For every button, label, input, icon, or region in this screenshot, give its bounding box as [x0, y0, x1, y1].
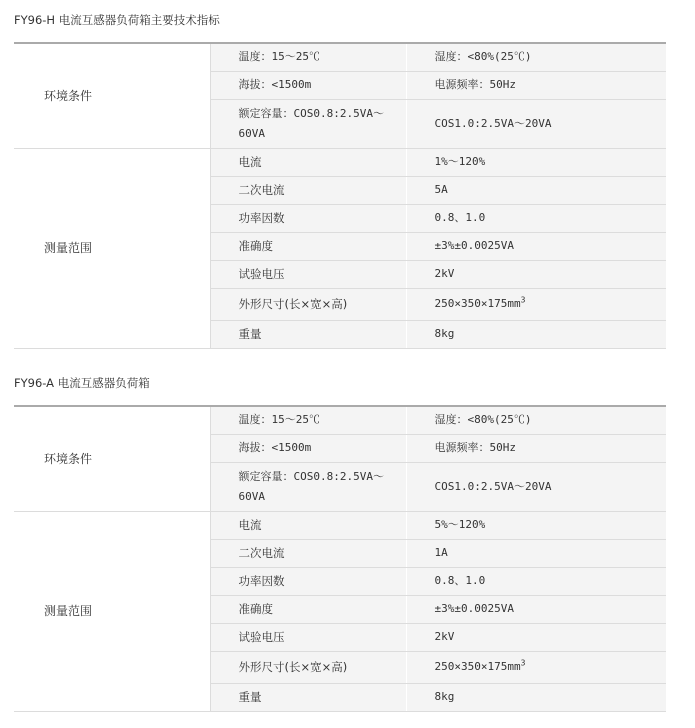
spec-table-fy96-h: [14, 42, 666, 349]
dimensions-number: 250×350×175mm: [434, 660, 521, 673]
group-label-measure: 测量范围: [14, 148, 210, 348]
group-label-env: 环境条件: [14, 406, 210, 511]
humidity-cell: 湿度：<80%(25℃): [406, 406, 666, 434]
capacity-value-cell: COS1.0:2.5VA～20VA: [406, 462, 666, 511]
group-label-measure: 测量范围: [14, 511, 210, 711]
power-factor-label: 功率因数: [210, 204, 406, 232]
secondary-current-label: 二次电流: [210, 176, 406, 204]
weight-value: 8kg: [406, 683, 666, 711]
secondary-current-value: 5A: [406, 176, 666, 204]
power-factor-value: 0.8、1.0: [406, 204, 666, 232]
accuracy-label: 准确度: [210, 595, 406, 623]
accuracy-value: ±3%±0.0025VA: [406, 232, 666, 260]
secondary-current-value: 1A: [406, 539, 666, 567]
current-value: 1%～120%: [406, 148, 666, 176]
group-label-env: 环境条件: [14, 43, 210, 148]
power-factor-label: 功率因数: [210, 567, 406, 595]
test-voltage-label: 试验电压: [210, 260, 406, 288]
weight-value: 8kg: [406, 320, 666, 348]
capacity-line-2: 60VA: [238, 489, 265, 503]
spec-table-fy96-a: [14, 405, 666, 712]
test-voltage-label: 试验电压: [210, 623, 406, 651]
dimensions-value: [406, 288, 666, 320]
test-voltage-value: 2kV: [406, 260, 666, 288]
table-row: [14, 43, 666, 71]
temperature-cell: 温度：15～25℃: [210, 43, 406, 71]
table-row: [14, 406, 666, 434]
altitude-cell: 海拔：<1500m: [210, 434, 406, 462]
dimensions-value: [406, 651, 666, 683]
frequency-cell: 电源频率：50Hz: [406, 71, 666, 99]
capacity-cell: [210, 99, 406, 148]
accuracy-label: 准确度: [210, 232, 406, 260]
section-title-fy96-a: FY96-A 电流互感器负荷箱: [14, 376, 150, 390]
temperature-cell: 温度：15～25℃: [210, 406, 406, 434]
dimensions-number: 250×350×175mm: [434, 297, 521, 310]
frequency-cell: 电源频率：50Hz: [406, 434, 666, 462]
humidity-cell: 湿度：<80%(25℃): [406, 43, 666, 71]
capacity-line-2: 60VA: [238, 126, 265, 140]
table-row: [14, 148, 666, 176]
power-factor-value: 0.8、1.0: [406, 567, 666, 595]
capacity-line-1: 额定容量：COS0.8:2.5VA～: [238, 469, 384, 483]
accuracy-value: ±3%±0.0025VA: [406, 595, 666, 623]
dimensions-exponent: 3: [520, 295, 526, 305]
section-title-fy96-h: FY96-H 电流互感器负荷箱主要技术指标: [14, 13, 220, 27]
current-label: 电流: [210, 148, 406, 176]
current-value: 5%～120%: [406, 511, 666, 539]
test-voltage-value: 2kV: [406, 623, 666, 651]
dimensions-label: 外形尺寸(长×宽×高): [210, 651, 406, 683]
table-row: [14, 511, 666, 539]
weight-label: 重量: [210, 320, 406, 348]
secondary-current-label: 二次电流: [210, 539, 406, 567]
capacity-line-1: 额定容量：COS0.8:2.5VA～: [238, 106, 384, 120]
weight-label: 重量: [210, 683, 406, 711]
dimensions-label: 外形尺寸(长×宽×高): [210, 288, 406, 320]
altitude-cell: 海拔：<1500m: [210, 71, 406, 99]
capacity-cell: [210, 462, 406, 511]
dimensions-exponent: 3: [520, 658, 526, 668]
current-label: 电流: [210, 511, 406, 539]
capacity-value-cell: COS1.0:2.5VA～20VA: [406, 99, 666, 148]
